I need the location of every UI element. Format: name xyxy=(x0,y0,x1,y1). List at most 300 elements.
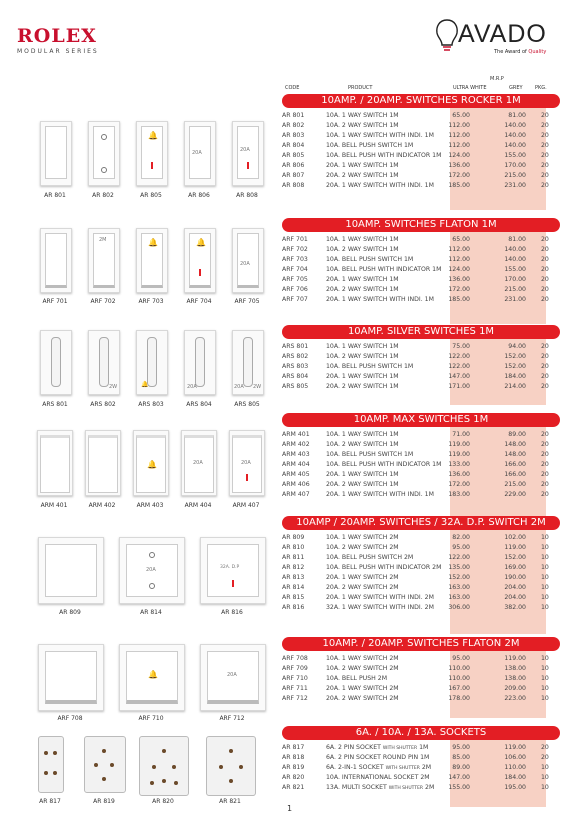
product-cell: 20A. 1 WAY SWITCH WITH INDI. 1M xyxy=(326,296,434,303)
grey-price: 169.00 xyxy=(504,564,526,571)
ultra-white-price: 133.00 xyxy=(448,461,470,468)
pkg-cell: 10 xyxy=(541,574,549,581)
ultra-white-price: 75.00 xyxy=(452,343,470,350)
product-image-arf704 xyxy=(184,228,216,293)
pkg-cell: 20 xyxy=(541,152,549,159)
code-cell: ARS 802 xyxy=(282,353,309,360)
table-row xyxy=(282,603,560,613)
ultra-white-price: 183.00 xyxy=(448,491,470,498)
product-cell: 6A. 2 PIN SOCKET ROUND PIN 1M xyxy=(326,754,430,761)
code-cell: ARF 704 xyxy=(282,266,308,273)
table-row xyxy=(282,430,560,440)
product-image-arm402 xyxy=(85,430,121,496)
code-cell: ARF 709 xyxy=(282,665,308,672)
indicator-icon xyxy=(247,162,249,169)
ultra-white-price: 178.00 xyxy=(448,695,470,702)
product-image-ar802 xyxy=(88,121,120,186)
pkg-cell: 20 xyxy=(541,754,549,761)
code-cell: ARS 803 xyxy=(282,363,309,370)
pkg-cell: 20 xyxy=(541,266,549,273)
product-caption: AR 808 xyxy=(236,192,258,199)
code-cell: AR 807 xyxy=(282,172,305,179)
ultra-white-price: 155.00 xyxy=(448,784,470,791)
ultra-white-price: 172.00 xyxy=(448,172,470,179)
ultra-white-price: 124.00 xyxy=(448,266,470,273)
table-row xyxy=(282,480,560,490)
pkg-cell: 20 xyxy=(541,343,549,350)
product-cell: 20A. 1 WAY SWITCH 1M xyxy=(326,373,399,380)
product-cell: 20A. 2 WAY SWITCH 1M xyxy=(326,481,399,488)
product-cell: 10A. BELL PUSH SWITCH 1M xyxy=(326,142,414,149)
product-cell: 10A. BELL PUSH WITH INDICATOR 1M xyxy=(326,266,442,273)
product-header: PRODUCT xyxy=(348,85,373,91)
product-image-arf701 xyxy=(40,228,72,293)
table-row xyxy=(282,753,560,763)
ultra-white-price: 112.00 xyxy=(448,256,470,263)
bell-icon: 🔔 xyxy=(196,238,206,247)
pkg-cell: 20 xyxy=(541,471,549,478)
product-caption: ARM 407 xyxy=(232,502,260,509)
product-caption: AR 802 xyxy=(92,192,114,199)
grey-price: 110.00 xyxy=(504,764,526,771)
code-cell: AR 805 xyxy=(282,152,305,159)
grey-price: 204.00 xyxy=(504,584,526,591)
grey-price: 170.00 xyxy=(504,276,526,283)
code-cell: AR 817 xyxy=(282,744,305,751)
grey-price: 102.00 xyxy=(504,534,526,541)
table-row xyxy=(282,763,560,773)
code-cell: AR 816 xyxy=(282,604,305,611)
product-caption: AR 801 xyxy=(44,192,66,199)
grey-price: 140.00 xyxy=(504,256,526,263)
ultra-white-price: 65.00 xyxy=(452,112,470,119)
grey-price: 152.00 xyxy=(504,353,526,360)
table-row xyxy=(282,235,560,245)
code-cell: AR 813 xyxy=(282,574,305,581)
pkg-cell: 10 xyxy=(541,564,549,571)
ultra-white-price: 147.00 xyxy=(448,373,470,380)
product-image-ar806: 20A xyxy=(184,121,216,186)
table-row xyxy=(282,783,560,793)
product-image-ar814: 20A xyxy=(119,537,185,604)
bulb-icon xyxy=(434,18,460,54)
table-row xyxy=(282,382,560,392)
product-cell: 20A. 2 WAY SWITCH 1M xyxy=(326,286,399,293)
product-caption: ARF 704 xyxy=(186,298,212,305)
ultra-white-price: 112.00 xyxy=(448,122,470,129)
pkg-cell: 20 xyxy=(541,142,549,149)
product-image-ar819 xyxy=(84,736,126,793)
table-row xyxy=(282,654,560,664)
grey-price: 382.00 xyxy=(504,604,526,611)
ultra-white-price: 110.00 xyxy=(448,665,470,672)
brand-logo xyxy=(17,27,99,55)
table-row xyxy=(282,111,560,121)
grey-price: 119.00 xyxy=(504,744,526,751)
pkg-cell: 20 xyxy=(541,296,549,303)
product-caption: ARF 701 xyxy=(42,298,68,305)
avado-name: AVADO xyxy=(458,20,547,48)
code-cell: AR 815 xyxy=(282,594,305,601)
ultra-white-price: 112.00 xyxy=(448,142,470,149)
table-row xyxy=(282,593,560,603)
bell-icon: 🔔 xyxy=(148,131,158,140)
code-cell: ARS 805 xyxy=(282,383,309,390)
product-cell: 20A. 1 WAY SWITCH WITH INDI. 1M xyxy=(326,182,434,189)
product-image-ars801 xyxy=(40,330,72,395)
product-image-ar805 xyxy=(136,121,168,186)
product-cell: 20A. 1 WAY SWITCH 1M xyxy=(326,276,399,283)
product-cell: 20A. 2 WAY SWITCH 1M xyxy=(326,383,399,390)
section-title: 10AMP. / 20AMP. SWITCHES FLATON 2M xyxy=(282,637,560,651)
product-caption: AR 809 xyxy=(59,609,81,616)
grey-price: 148.00 xyxy=(504,451,526,458)
product-cell: 10A. 2 WAY SWITCH 1M xyxy=(326,353,399,360)
grey-price: 81.00 xyxy=(508,236,526,243)
table-row xyxy=(282,181,560,191)
product-cell: 10A. BELL PUSH WITH INDICATOR 1M xyxy=(326,461,442,468)
code-cell: ARM 403 xyxy=(282,451,310,458)
ultra-white-price: 163.00 xyxy=(448,594,470,601)
code-cell: AR 809 xyxy=(282,534,305,541)
ultra-white-price: 122.00 xyxy=(448,554,470,561)
table-row xyxy=(282,460,560,470)
product-image-ar809 xyxy=(38,537,104,604)
grey-price: 140.00 xyxy=(504,246,526,253)
section-title: 6A. / 10A. / 13A. SOCKETS xyxy=(282,726,560,740)
pkg-cell: 20 xyxy=(541,451,549,458)
grey-price: 170.00 xyxy=(504,162,526,169)
pkg-header: PKG. xyxy=(535,85,547,91)
ultra-white-price: 167.00 xyxy=(448,685,470,692)
product-cell: 10A. INTERNATIONAL SOCKET 2M xyxy=(326,774,430,781)
ultra-white-price: 119.00 xyxy=(448,441,470,448)
grey-price: 89.00 xyxy=(508,431,526,438)
grey-header: GREY xyxy=(509,85,523,91)
table-row xyxy=(282,171,560,181)
product-cell: 20A. 1 WAY SWITCH WITH INDI. 2M xyxy=(326,594,434,601)
pkg-cell: 10 xyxy=(541,554,549,561)
product-cell: 10A. 1 WAY SWITCH 1M xyxy=(326,343,399,350)
pkg-cell: 20 xyxy=(541,246,549,253)
indicator-icon xyxy=(199,269,201,276)
ultra-white-price: 136.00 xyxy=(448,471,470,478)
code-cell: AR 802 xyxy=(282,122,305,129)
product-cell: 10A. 2 WAY SWITCH 2M xyxy=(326,665,399,672)
product-caption: AR 806 xyxy=(188,192,210,199)
avado-logo xyxy=(434,18,564,58)
ultra-white-price: 152.00 xyxy=(448,574,470,581)
pkg-cell: 20 xyxy=(541,112,549,119)
section-title: 10AMP / 20AMP. SWITCHES / 32A. D.P. SWITCH 2M xyxy=(282,516,560,530)
pkg-cell: 10 xyxy=(541,604,549,611)
avado-tagline: The Award of Quality xyxy=(494,49,547,55)
grey-price: 215.00 xyxy=(504,481,526,488)
ultra-white-price: 112.00 xyxy=(448,246,470,253)
ultra-white-price: 119.00 xyxy=(448,451,470,458)
grey-price: 195.00 xyxy=(504,784,526,791)
bell-icon: 🔔 xyxy=(141,381,149,388)
pkg-cell: 20 xyxy=(541,286,549,293)
table-row xyxy=(282,295,560,305)
pkg-cell: 20 xyxy=(541,481,549,488)
pkg-cell: 10 xyxy=(541,544,549,551)
indicator-icon xyxy=(232,580,234,587)
code-cell: ARM 405 xyxy=(282,471,310,478)
product-caption: AR 814 xyxy=(140,609,162,616)
code-cell: ARF 707 xyxy=(282,296,308,303)
code-cell: AR 818 xyxy=(282,754,305,761)
grey-price: 155.00 xyxy=(504,152,526,159)
pkg-cell: 10 xyxy=(541,685,549,692)
table-row xyxy=(282,275,560,285)
code-cell: ARM 402 xyxy=(282,441,310,448)
product-cell: 10A. 2 WAY SWITCH 1M xyxy=(326,122,399,129)
table-row xyxy=(282,255,560,265)
product-caption: ARF 702 xyxy=(90,298,116,305)
product-caption: ARM 404 xyxy=(184,502,212,509)
pkg-cell: 20 xyxy=(541,491,549,498)
code-cell: ARF 702 xyxy=(282,246,308,253)
product-caption: AR 816 xyxy=(221,609,243,616)
bell-icon: 🔔 xyxy=(147,460,157,469)
table-row xyxy=(282,684,560,694)
pkg-cell: 10 xyxy=(541,784,549,791)
table-row xyxy=(282,553,560,563)
product-image-arf702: 2M xyxy=(88,228,120,293)
bell-icon: 🔔 xyxy=(148,670,158,679)
product-cell: 20A. 2 WAY SWITCH 2M xyxy=(326,584,399,591)
grey-price: 94.00 xyxy=(508,343,526,350)
product-caption: ARS 802 xyxy=(90,401,116,408)
grey-price: 140.00 xyxy=(504,132,526,139)
section-rocker-1m xyxy=(282,94,560,191)
code-cell: ARM 401 xyxy=(282,431,310,438)
grey-price: 184.00 xyxy=(504,373,526,380)
grey-price: 215.00 xyxy=(504,286,526,293)
pkg-cell: 20 xyxy=(541,236,549,243)
table-row xyxy=(282,245,560,255)
code-cell: AR 808 xyxy=(282,182,305,189)
product-image-arm401 xyxy=(37,430,73,496)
code-cell: ARF 703 xyxy=(282,256,308,263)
code-cell: AR 803 xyxy=(282,132,305,139)
section-title: 10AMP. SWITCHES FLATON 1M xyxy=(282,218,560,232)
pkg-cell: 20 xyxy=(541,353,549,360)
brand-name: ROLEX xyxy=(17,25,97,47)
section-sockets xyxy=(282,726,560,793)
pkg-cell: 20 xyxy=(541,172,549,179)
product-cell: 10A. BELL PUSH 2M xyxy=(326,675,388,682)
ultra-white-price: 95.00 xyxy=(452,655,470,662)
table-row xyxy=(282,563,560,573)
pkg-cell: 20 xyxy=(541,182,549,189)
grey-price: 166.00 xyxy=(504,471,526,478)
grey-price: 231.00 xyxy=(504,296,526,303)
table-row xyxy=(282,773,560,783)
product-caption: AR 819 xyxy=(93,798,115,805)
product-image-ar821 xyxy=(206,736,256,796)
product-caption: ARS 804 xyxy=(186,401,212,408)
product-cell: 20A. 2 WAY SWITCH 2M xyxy=(326,695,399,702)
product-caption: ARF 708 xyxy=(57,715,83,722)
ultra-white-price: 89.00 xyxy=(452,764,470,771)
product-cell: 20A. 1 WAY SWITCH WITH INDI. 1M xyxy=(326,491,434,498)
indicator-icon xyxy=(246,474,248,481)
table-row xyxy=(282,372,560,382)
grey-price: 148.00 xyxy=(504,441,526,448)
ultra-white-price: 82.00 xyxy=(452,534,470,541)
pkg-cell: 20 xyxy=(541,132,549,139)
product-image-ars802: 2W xyxy=(88,330,120,395)
product-cell: 10A. 2 WAY SWITCH 1M xyxy=(326,441,399,448)
product-cell: 10A. 1 WAY SWITCH 1M xyxy=(326,431,399,438)
ultra-white-price: 122.00 xyxy=(448,353,470,360)
code-cell: ARF 708 xyxy=(282,655,308,662)
grey-price: 138.00 xyxy=(504,675,526,682)
table-row xyxy=(282,352,560,362)
product-caption: ARF 710 xyxy=(138,715,164,722)
ultra-white-price: 112.00 xyxy=(448,132,470,139)
table-row xyxy=(282,664,560,674)
product-image-ars804: 20A xyxy=(184,330,216,395)
table-row xyxy=(282,161,560,171)
product-cell: 13A. MULTI SOCKET WITH SHUTTER 2M xyxy=(326,784,435,791)
product-cell: 10A. 1 WAY SWITCH 2M xyxy=(326,655,399,662)
section-switches-2m xyxy=(282,516,560,613)
grey-price: 190.00 xyxy=(504,574,526,581)
product-image-ar801 xyxy=(40,121,72,186)
code-cell: AR 811 xyxy=(282,554,305,561)
code-cell: ARS 801 xyxy=(282,343,309,350)
pkg-cell: 10 xyxy=(541,675,549,682)
grey-price: 229.00 xyxy=(504,491,526,498)
pkg-cell: 10 xyxy=(541,584,549,591)
code-cell: AR 804 xyxy=(282,142,305,149)
product-cell: 10A. BELL PUSH SWITCH 1M xyxy=(326,256,414,263)
code-cell: ARF 706 xyxy=(282,286,308,293)
ultra-white-price: 163.00 xyxy=(448,584,470,591)
brand-subtitle: MODULAR SERIES xyxy=(17,48,99,55)
pkg-cell: 20 xyxy=(541,383,549,390)
product-cell: 6A. 2-IN-1 SOCKET WITH SHUTTER 2M xyxy=(326,764,432,771)
product-cell: 10A. 2 WAY SWITCH 1M xyxy=(326,246,399,253)
table-row xyxy=(282,674,560,684)
pkg-cell: 20 xyxy=(541,441,549,448)
ultra-white-price: 95.00 xyxy=(452,744,470,751)
code-cell: ARF 711 xyxy=(282,685,308,692)
code-cell: AR 819 xyxy=(282,764,305,771)
code-cell: AR 810 xyxy=(282,544,305,551)
product-caption: AR 820 xyxy=(152,798,174,805)
product-caption: ARF 712 xyxy=(219,715,245,722)
product-cell: 10A. 1 WAY SWITCH 2M xyxy=(326,534,399,541)
grey-price: 214.00 xyxy=(504,383,526,390)
section-title: 10AMP. MAX SWITCHES 1M xyxy=(282,413,560,427)
code-cell: AR 821 xyxy=(282,784,305,791)
pkg-cell: 10 xyxy=(541,534,549,541)
pkg-cell: 20 xyxy=(541,744,549,751)
product-caption: AR 805 xyxy=(140,192,162,199)
product-image-ar820 xyxy=(139,736,189,796)
table-row xyxy=(282,450,560,460)
grey-price: 231.00 xyxy=(504,182,526,189)
code-cell: ARM 404 xyxy=(282,461,310,468)
code-cell: ARM 407 xyxy=(282,491,310,498)
grey-price: 166.00 xyxy=(504,461,526,468)
section-max-1m xyxy=(282,413,560,500)
pkg-cell: 10 xyxy=(541,594,549,601)
product-caption: ARS 805 xyxy=(234,401,260,408)
grey-price: 152.00 xyxy=(504,363,526,370)
product-caption: ARM 403 xyxy=(136,502,164,509)
code-cell: AR 812 xyxy=(282,564,305,571)
pkg-cell: 20 xyxy=(541,122,549,129)
grey-price: 119.00 xyxy=(504,544,526,551)
product-image-arf705: 20A xyxy=(232,228,264,293)
product-cell: 32A. 1 WAY SWITCH WITH INDI. 2M xyxy=(326,604,434,611)
ultra-white-price: 185.00 xyxy=(448,296,470,303)
code-cell: AR 820 xyxy=(282,774,305,781)
code-cell: ARS 804 xyxy=(282,373,309,380)
product-cell: 6A. 2 PIN SOCKET WITH SHUTTER 1M xyxy=(326,744,429,751)
pkg-cell: 20 xyxy=(541,461,549,468)
pkg-cell: 10 xyxy=(541,774,549,781)
section-silver-1m xyxy=(282,325,560,392)
indicator-icon xyxy=(151,162,153,169)
product-caption: ARM 402 xyxy=(88,502,116,509)
table-row xyxy=(282,121,560,131)
product-cell: 10A. 1 WAY SWITCH 1M xyxy=(326,236,399,243)
code-cell: ARF 712 xyxy=(282,695,308,702)
product-caption: ARS 803 xyxy=(138,401,164,408)
product-cell: 10A. 2 WAY SWITCH 2M xyxy=(326,544,399,551)
pkg-cell: 10 xyxy=(541,665,549,672)
pkg-cell: 10 xyxy=(541,764,549,771)
product-image-arm403 xyxy=(133,430,169,496)
product-image-arf703 xyxy=(136,228,168,293)
pkg-cell: 20 xyxy=(541,276,549,283)
table-row xyxy=(282,342,560,352)
code-cell: AR 814 xyxy=(282,584,305,591)
product-cell: 20A. 1 WAY SWITCH 2M xyxy=(326,574,399,581)
product-image-ars805: 20A 2W xyxy=(232,330,264,395)
table-row xyxy=(282,151,560,161)
grey-price: 215.00 xyxy=(504,172,526,179)
ultra-white-price: 185.00 xyxy=(448,182,470,189)
grey-price: 184.00 xyxy=(504,774,526,781)
ultra-white-price: 136.00 xyxy=(448,162,470,169)
grey-price: 155.00 xyxy=(504,266,526,273)
grey-price: 119.00 xyxy=(504,655,526,662)
grey-price: 140.00 xyxy=(504,122,526,129)
table-row xyxy=(282,131,560,141)
grey-price: 204.00 xyxy=(504,594,526,601)
product-image-arm407: 20A xyxy=(229,430,265,496)
ultra-white-price: 172.00 xyxy=(448,286,470,293)
code-cell: ARF 705 xyxy=(282,276,308,283)
product-image-ars803 xyxy=(136,330,168,395)
code-cell: ARM 406 xyxy=(282,481,310,488)
product-cell: 20A. 2 WAY SWITCH 1M xyxy=(326,172,399,179)
pkg-cell: 10 xyxy=(541,655,549,662)
product-cell: 10A. 1 WAY SWITCH 1M xyxy=(326,112,399,119)
product-image-arf710 xyxy=(119,644,185,711)
table-row xyxy=(282,141,560,151)
grey-price: 81.00 xyxy=(508,112,526,119)
product-image-ar808: 20A xyxy=(232,121,264,186)
ultra-white-price: 110.00 xyxy=(448,675,470,682)
